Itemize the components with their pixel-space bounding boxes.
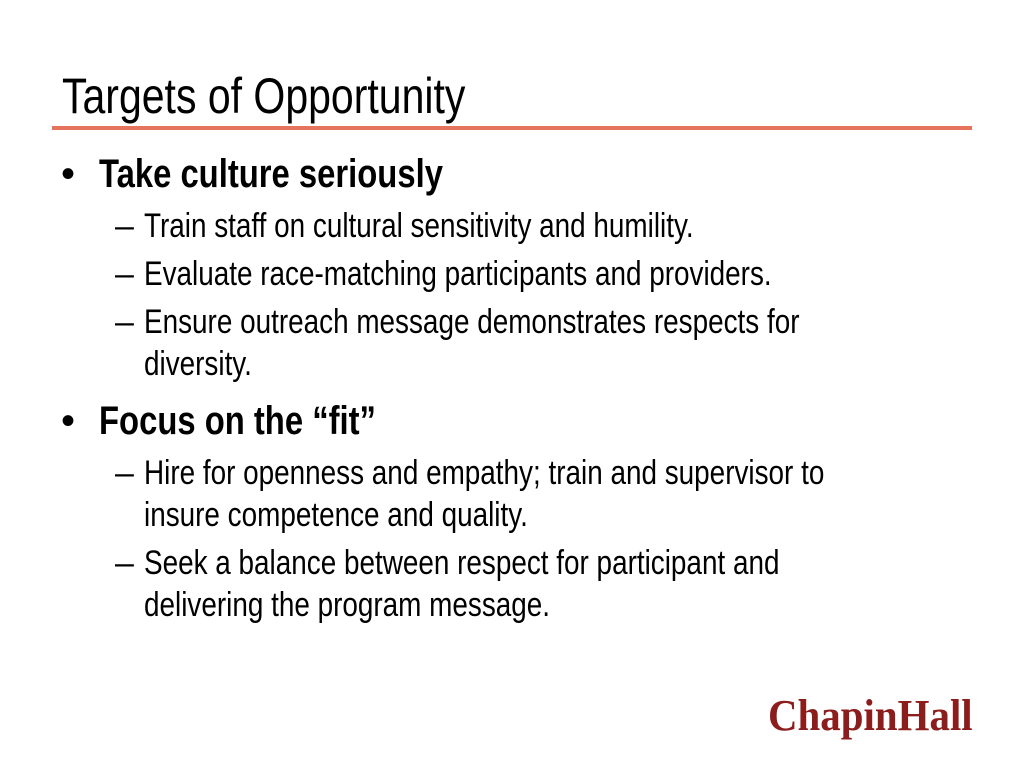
bullet-item-focus-on-the-fit <box>0 397 1024 445</box>
sub-bullet-text: Hire for openness and empathy; train and supervisor to insure competence and quality. <box>144 454 825 534</box>
bullet-dot-icon: • <box>61 152 76 196</box>
dash-icon: – <box>115 255 134 293</box>
sub-bullet-item <box>0 301 1024 385</box>
sub-bullet-text: Train staff on cultural sensitivity and humility. <box>144 207 694 245</box>
dash-icon: – <box>115 207 134 245</box>
slide-title: Targets of Opportunity <box>62 68 466 124</box>
sub-bullet-text: Evaluate race-matching participants and providers. <box>144 255 772 293</box>
sub-bullet-text: Ensure outreach message demonstrates respects for diversity. <box>144 303 800 383</box>
sub-bullet-item <box>0 205 1024 247</box>
sub-bullet-item <box>0 253 1024 295</box>
dash-icon: – <box>115 303 134 341</box>
bullet-dot-icon: • <box>61 399 76 443</box>
sub-bullet-item <box>0 542 1024 626</box>
bullet-heading: Focus on the “fit” <box>99 399 376 443</box>
bullet-item-take-culture-seriously <box>0 150 1024 198</box>
dash-icon: – <box>115 544 134 582</box>
bullet-list <box>0 150 1024 626</box>
bullet-heading: Take culture seriously <box>99 152 443 196</box>
chapin-hall-logo: ChapinHall <box>768 691 973 740</box>
title-underline <box>52 126 972 130</box>
sub-bullet-item <box>0 452 1024 536</box>
sub-bullet-text: Seek a balance between respect for participant and delivering the program message. <box>144 544 780 624</box>
dash-icon: – <box>115 454 134 492</box>
